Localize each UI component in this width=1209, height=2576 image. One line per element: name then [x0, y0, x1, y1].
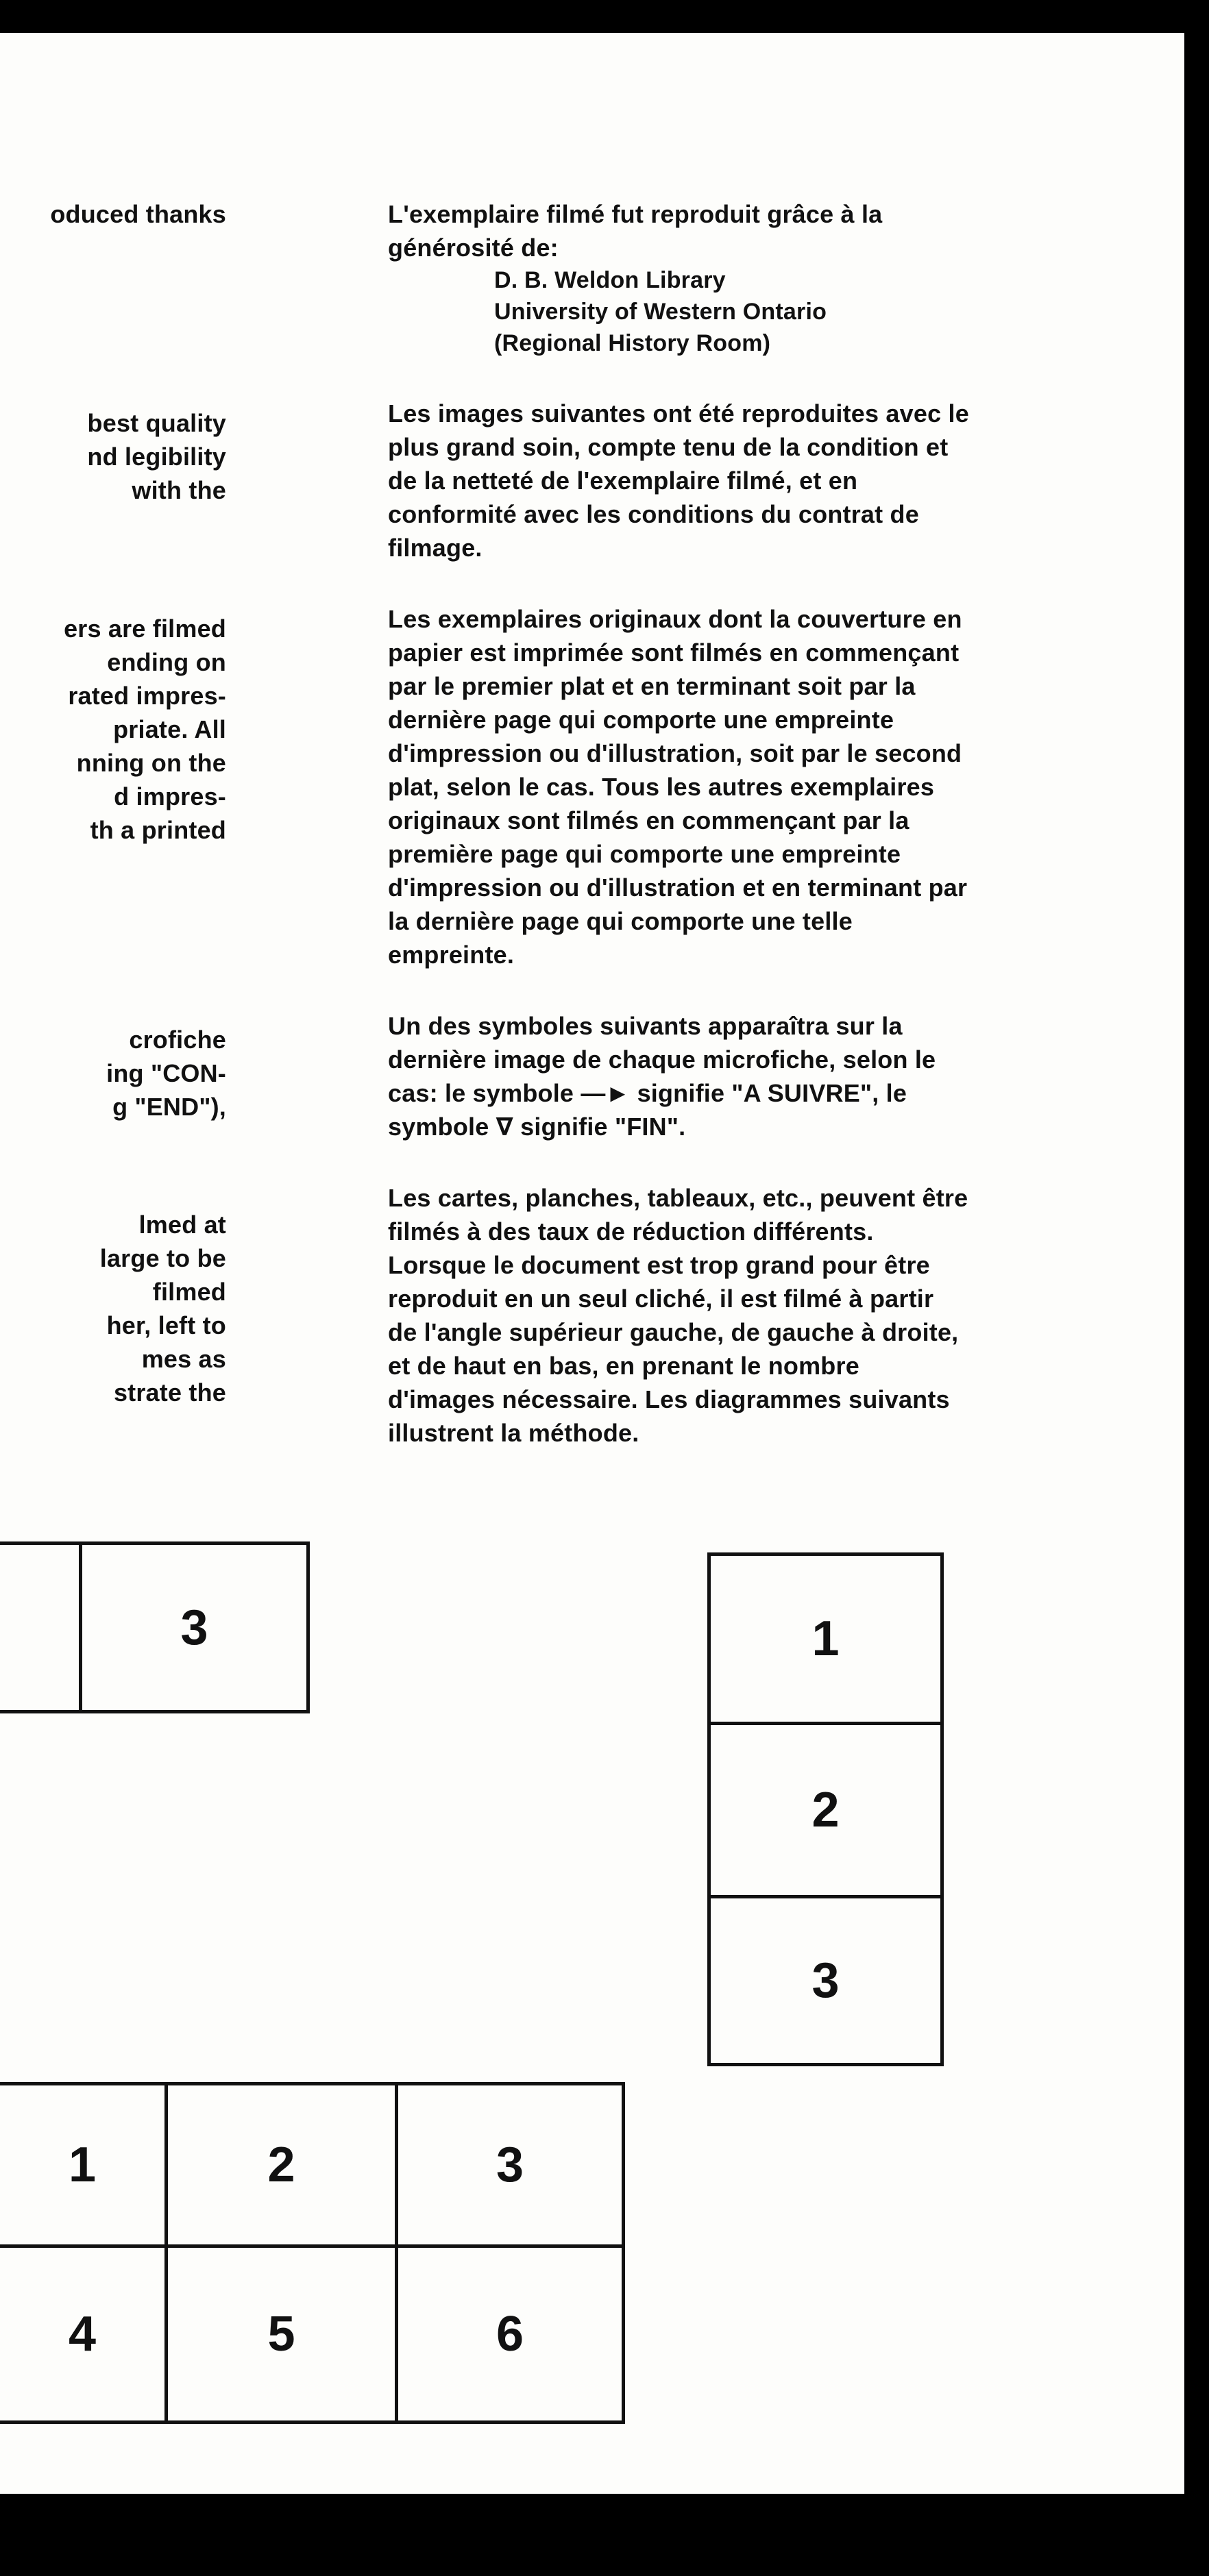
text-line: par le premier plat et en terminant soit par la: [388, 672, 916, 700]
library-university: University of Western Ontario: [494, 299, 827, 325]
text-line: symbole ∇ signifie "FIN".: [388, 1113, 686, 1141]
text-line: Un des symboles suivants apparaîtra sur la: [388, 1012, 903, 1040]
text-line: large to be: [99, 1244, 226, 1272]
text-line: priate. All: [113, 715, 226, 743]
text-line: ers are filmed: [64, 615, 226, 643]
frame-number: 1: [811, 1611, 840, 1666]
symbols-paragraph: [388, 1009, 1142, 1143]
left-column-cropped-text: [0, 1023, 226, 1124]
diagram-border: [0, 2420, 625, 2424]
text-line: illustrent la méthode.: [388, 1419, 639, 1447]
text-line: plat, selon le cas. Tous les autres exemplaires: [388, 773, 935, 801]
text-line: d impres-: [114, 782, 226, 810]
frame-number: 2: [811, 1783, 840, 1837]
document-page: [0, 33, 1184, 2494]
text-line: filmed: [152, 1278, 226, 1306]
text-line: g "END"),: [112, 1093, 226, 1121]
text-line: la dernière page qui comporte une telle: [388, 907, 853, 935]
quality-paragraph: [388, 397, 1142, 565]
text-line: crofiche: [129, 1026, 226, 1054]
text-line: nning on the: [76, 749, 226, 777]
text-line: dernière page qui comporte une empreinte: [388, 706, 894, 734]
diagram-border: [622, 2082, 625, 2424]
text-line: best quality: [87, 409, 226, 437]
text-line: filmés à des taux de réduction différents.: [388, 1217, 874, 1246]
text-line: mes as: [141, 1345, 226, 1373]
left-column-cropped-text: [0, 1208, 226, 1409]
text-line: plus grand soin, compte tenu de la condition et: [388, 433, 949, 461]
text-line: filmage.: [388, 534, 483, 562]
library-room: (Regional History Room): [494, 330, 771, 356]
text-line: générosité de:: [388, 234, 559, 262]
text-line: oduced thanks: [50, 200, 226, 228]
text-line: conformité avec les conditions du contrat de: [388, 500, 919, 528]
frame-number: 6: [496, 2307, 524, 2362]
originals-paragraph: [388, 602, 1142, 971]
text-line: Lorsque le document est trop grand pour être: [388, 1251, 930, 1279]
text-line: strate the: [113, 1378, 226, 1407]
text-line: et de haut en bas, en prenant le nombre: [388, 1352, 859, 1380]
text-line: de la netteté de l'exemplaire filmé, et en: [388, 467, 858, 495]
text-line: nd legibility: [87, 443, 226, 471]
text-line: d'impression ou d'illustration, soit par le second: [388, 739, 962, 767]
text-line: originaux sont filmés en commençant par la: [388, 806, 909, 834]
frame-number: 4: [68, 2307, 97, 2362]
text-line: Les exemplaires originaux dont la couverture en: [388, 605, 962, 633]
text-line: her, left to: [106, 1311, 226, 1339]
french-notice-column: [388, 197, 1142, 1450]
library-name: D. B. Weldon Library: [494, 267, 726, 293]
text-line: rated impres-: [68, 682, 226, 710]
text-line: de l'angle supérieur gauche, de gauche à droite,: [388, 1318, 959, 1346]
text-line: with the: [132, 476, 226, 504]
text-line: d'images nécessaire. Les diagrammes suivants: [388, 1385, 950, 1413]
text-line: L'exemplaire filmé fut reproduit grâce à la: [388, 200, 883, 228]
maps-paragraph: [388, 1181, 1142, 1450]
frame-number: 3: [811, 1953, 840, 2008]
diagram-column: [707, 1552, 944, 2066]
library-block: [388, 264, 1142, 359]
text-line: lmed at: [138, 1211, 226, 1239]
text-line: papier est imprimée sont filmés en commençant: [388, 639, 960, 667]
text-line: dernière image de chaque microfiche, selon le: [388, 1045, 936, 1074]
frame-number: 3: [180, 1600, 208, 1655]
diagram-border: [306, 1541, 310, 1713]
text-line: première page qui comporte une empreinte: [388, 840, 901, 868]
text-line: d'impression ou d'illustration et en terminant par: [388, 874, 968, 902]
intro-paragraph: [388, 197, 1142, 264]
left-column-cropped-text: [0, 197, 226, 231]
text-line: empreinte.: [388, 941, 515, 969]
frame-number: 2: [267, 2138, 295, 2192]
left-column-cropped-text: [0, 612, 226, 847]
text-line: Les images suivantes ont été reproduites avec le: [388, 399, 969, 428]
text-line: reproduit en un seul cliché, il est filmé à partir: [388, 1285, 934, 1313]
text-line: th a printed: [90, 816, 226, 844]
text-line: ing "CON-: [106, 1059, 226, 1087]
diagram-border: [0, 1710, 310, 1713]
left-column-cropped-text: [0, 406, 226, 507]
text-line: ending on: [107, 648, 226, 676]
frame-number: 5: [267, 2307, 295, 2362]
text-line: Les cartes, planches, tableaux, etc., peuvent être: [388, 1184, 968, 1212]
frame-number: 1: [68, 2138, 97, 2192]
frame-number: 3: [496, 2138, 524, 2192]
text-line: cas: le symbole —► signifie "A SUIVRE", le: [388, 1079, 907, 1107]
